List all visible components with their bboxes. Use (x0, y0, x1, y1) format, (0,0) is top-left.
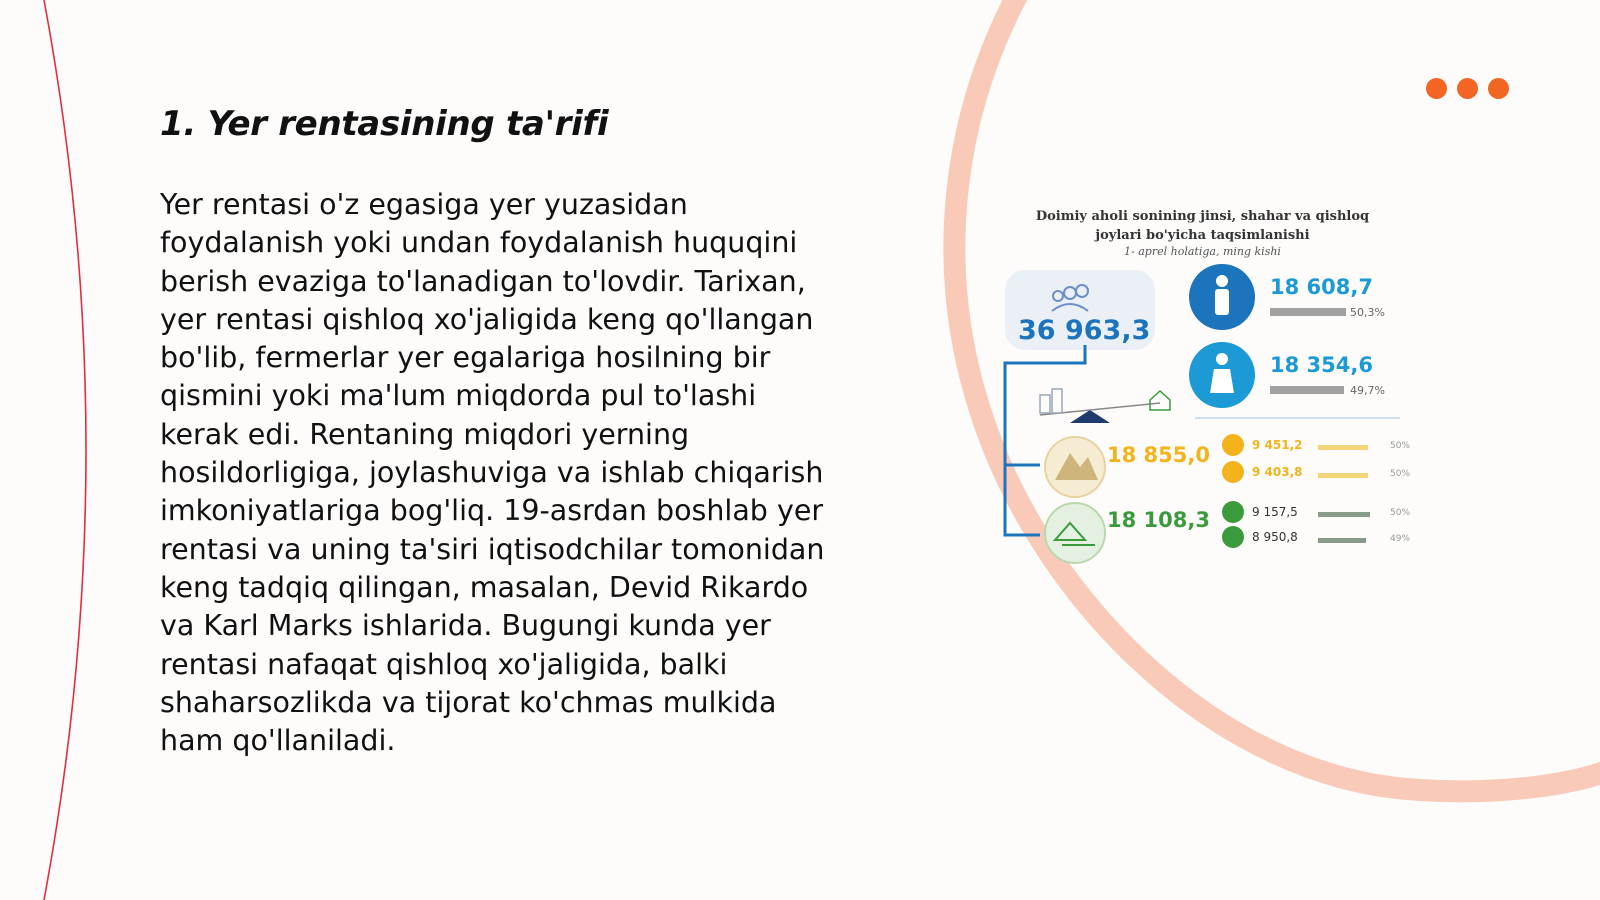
three-dots-icon[interactable] (1426, 78, 1509, 99)
city-icon (1040, 389, 1062, 413)
rural-female-percent: 49% (1390, 534, 1411, 544)
dot (1488, 78, 1509, 99)
male-percent: 50,3% (1350, 306, 1385, 319)
rural-icon-circle (1045, 503, 1105, 563)
male-population: 18 608,7 (1270, 275, 1373, 299)
rural-male-icon (1222, 501, 1244, 523)
urban-population: 18 855,0 (1107, 443, 1210, 467)
urban-male-bar (1318, 445, 1368, 450)
male-icon (1215, 275, 1229, 315)
left-accent-curve (44, 0, 86, 900)
urban-female-value: 9 403,8 (1252, 465, 1303, 479)
rural-male-percent: 50% (1390, 508, 1411, 518)
female-bar (1270, 386, 1344, 394)
village-icon (1150, 391, 1170, 410)
urban-female-icon (1222, 461, 1244, 483)
rural-male-bar (1318, 512, 1370, 517)
slide-body-text: Yer rentasi o'z egasiga yer yuzasidan foydalanish yoki undan foydalanish huquqini berish evaziga to'lanadigan to'lovdir. Tarixan, yer rentasi qishloq xo'jaligida keng qo'llangan bo'lib, fermerlar yer egalariga hosilning bir qismini yoki ma'lum miqdorda pul to'lashi kerak edi. Rentaning miqdori yerning hosildorligiga, joylashuviga va ishlab chiqarish imkoniyatlariga bog'liq. 19-asrdan boshlab yer rentasi va uning ta'siri iqtisodchilar tomonidan keng tadqiq qilingan, masalan, Devid Rikardo va Karl Marks ishlarida. Bugungi kunda yer rentasi nafaqat qishloq xo'jaligida, balki shaharsozlikda va tijorat ko'chmas mulkida ham qo'llaniladi. (160, 188, 825, 758)
female-percent: 49,7% (1350, 384, 1385, 397)
rural-male-value: 9 157,5 (1252, 505, 1298, 519)
urban-female-bar (1318, 473, 1368, 478)
female-population: 18 354,6 (1270, 353, 1373, 377)
infographic-subtitle: 1- aprel holatiga, ming kishi (1124, 245, 1281, 258)
rural-female-value: 8 950,8 (1252, 530, 1298, 544)
total-population: 36 963,3 (1018, 315, 1151, 346)
dot (1426, 78, 1447, 99)
rural-female-bar (1318, 538, 1366, 543)
rural-female-icon (1222, 526, 1244, 548)
urban-male-icon (1222, 434, 1244, 456)
urban-male-value: 9 451,2 (1252, 438, 1303, 452)
dot (1457, 78, 1478, 99)
slide-title: 1. Yer rentasining ta'rifi (160, 104, 609, 144)
urban-female-percent: 50% (1390, 469, 1411, 479)
infographic-title: Doimiy aholi sonining jinsi, shahar va qishloq (1035, 209, 1370, 224)
rural-population: 18 108,3 (1107, 508, 1210, 532)
infographic-title-line2: joylari bo'yicha taqsimlanishi (1095, 228, 1310, 243)
population-infographic (1000, 205, 1420, 575)
urban-male-percent: 50% (1390, 441, 1411, 451)
male-bar (1270, 308, 1346, 316)
